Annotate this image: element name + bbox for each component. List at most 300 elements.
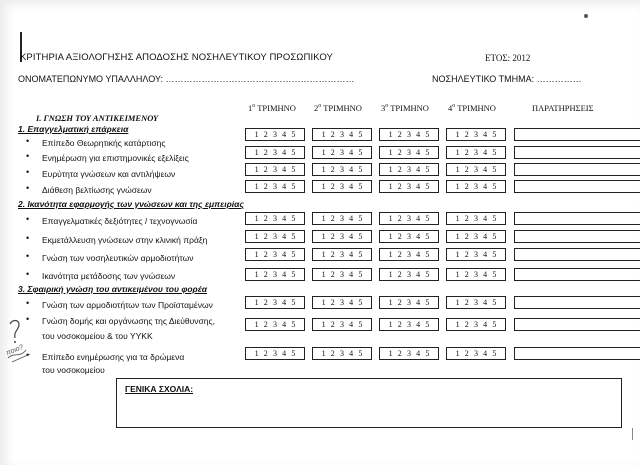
rating-option[interactable]: 3 (339, 214, 344, 223)
rating-option[interactable]: 3 (339, 270, 344, 279)
rating-option[interactable]: 1 (388, 250, 393, 259)
rating-option[interactable]: 4 (282, 148, 287, 157)
rating-option[interactable]: 3 (406, 214, 411, 223)
rating-option[interactable]: 1 (388, 130, 393, 139)
rating-option[interactable]: 3 (272, 232, 277, 241)
rating-option[interactable]: 3 (473, 349, 478, 358)
rating-option[interactable]: 5 (358, 270, 363, 279)
rating-box-row10-q2[interactable] (312, 318, 372, 331)
rating-option[interactable]: 5 (291, 232, 296, 241)
rating-option[interactable]: 1 (321, 232, 326, 241)
rating-option[interactable]: 1 (455, 130, 460, 139)
rating-option[interactable]: 5 (358, 165, 363, 174)
rating-option[interactable]: 1 (254, 165, 259, 174)
rating-option[interactable]: 2 (397, 250, 402, 259)
rating-option[interactable]: 4 (483, 298, 488, 307)
remarks-field-row2[interactable] (514, 146, 640, 159)
rating-option[interactable]: 3 (473, 320, 478, 329)
rating-option[interactable]: 1 (254, 250, 259, 259)
item-3-2: Γνώση δομής και οργάνωσης της Διεύθυνσης, (42, 316, 215, 326)
item-3-1: Γνώση των αρμοδιοτήτων των Προϊσταμένων (42, 300, 213, 310)
rating-box-row8-q2[interactable] (312, 268, 372, 281)
rating-option[interactable]: 1 (388, 349, 393, 358)
rating-option[interactable]: 3 (272, 214, 277, 223)
remarks-field-row4[interactable] (514, 180, 640, 193)
rating-option[interactable]: 5 (358, 349, 363, 358)
rating-option[interactable]: 4 (483, 270, 488, 279)
rating-option[interactable]: 5 (492, 250, 497, 259)
rating-option[interactable]: 3 (339, 349, 344, 358)
rating-option[interactable]: 3 (406, 270, 411, 279)
rating-option[interactable]: 2 (330, 165, 335, 174)
rating-option[interactable]: 4 (483, 250, 488, 259)
rating-option[interactable]: 2 (464, 130, 469, 139)
rating-option[interactable]: 2 (464, 320, 469, 329)
rating-option[interactable]: 5 (492, 130, 497, 139)
rating-box-row11-q1[interactable] (245, 347, 305, 360)
rating-option[interactable]: 1 (455, 320, 460, 329)
rating-option[interactable]: 5 (492, 182, 497, 191)
item-3-3-cont: του νοσοκομείου (42, 365, 105, 375)
rating-option[interactable]: 5 (358, 148, 363, 157)
rating-box-row5-q4[interactable] (446, 212, 506, 225)
rating-option[interactable]: 4 (282, 349, 287, 358)
rating-option[interactable]: 2 (263, 270, 268, 279)
item-1-1: Επίπεδο Θεωρητικής κατάρτισης (42, 138, 166, 148)
rating-option[interactable]: 5 (358, 232, 363, 241)
rating-option[interactable]: 2 (464, 270, 469, 279)
rating-option[interactable]: 5 (358, 250, 363, 259)
rating-option[interactable]: 1 (321, 148, 326, 157)
bullet: • (26, 214, 30, 224)
rating-option[interactable]: 5 (358, 130, 363, 139)
rating-box-row9-q3[interactable] (379, 296, 439, 309)
rating-option[interactable]: 3 (339, 165, 344, 174)
rating-option[interactable]: 3 (272, 130, 277, 139)
rating-option[interactable]: 5 (358, 320, 363, 329)
rating-option[interactable]: 3 (339, 320, 344, 329)
rating-option[interactable]: 2 (263, 182, 268, 191)
rating-box-row3-q1[interactable] (245, 163, 305, 176)
rating-option[interactable]: 2 (263, 214, 268, 223)
rating-option[interactable]: 1 (254, 130, 259, 139)
rating-option[interactable]: 5 (358, 182, 363, 191)
rating-option[interactable]: 3 (473, 182, 478, 191)
rating-option[interactable]: 3 (473, 148, 478, 157)
bullet: • (26, 183, 30, 193)
rating-option[interactable]: 1 (455, 214, 460, 223)
section-1-title: 1. Επαγγελματική επάρκεια (18, 124, 129, 134)
rating-option[interactable]: 3 (406, 320, 411, 329)
rating-option[interactable]: 4 (349, 298, 354, 307)
rating-option[interactable]: 1 (388, 320, 393, 329)
col-remarks: ΠΑΡΑΤΗΡΗΣΕΙΣ (532, 103, 594, 113)
rating-option[interactable]: 4 (416, 165, 421, 174)
rating-box-row10-q4[interactable] (446, 318, 506, 331)
rating-option[interactable]: 2 (397, 298, 402, 307)
rating-option[interactable]: 1 (254, 214, 259, 223)
rating-option[interactable]: 5 (425, 349, 430, 358)
rating-box-row1-q1[interactable] (245, 128, 305, 141)
rating-option[interactable]: 4 (483, 182, 488, 191)
rating-option[interactable]: 4 (416, 130, 421, 139)
rating-box-row4-q2[interactable] (312, 180, 372, 193)
rating-option[interactable]: 2 (397, 130, 402, 139)
rating-option[interactable]: 5 (425, 165, 430, 174)
rating-option[interactable]: 1 (254, 349, 259, 358)
rating-option[interactable]: 3 (272, 250, 277, 259)
col-q4: $4^o$ ΤΡΙΜΗΝΟ (448, 103, 496, 113)
rating-option[interactable]: 2 (263, 349, 268, 358)
remarks-field-row3[interactable] (514, 163, 640, 176)
rating-option[interactable]: 2 (330, 148, 335, 157)
rating-box-row5-q3[interactable] (379, 212, 439, 225)
rating-option[interactable]: 5 (425, 214, 430, 223)
rating-option[interactable]: 2 (397, 232, 402, 241)
rating-option[interactable]: 4 (282, 298, 287, 307)
rating-option[interactable]: 3 (406, 148, 411, 157)
rating-option[interactable]: 3 (272, 148, 277, 157)
rating-option[interactable]: 5 (425, 148, 430, 157)
rating-box-row10-q1[interactable] (245, 318, 305, 331)
rating-option[interactable]: 1 (254, 182, 259, 191)
rating-box-row1-q2[interactable] (312, 128, 372, 141)
rating-option[interactable]: 3 (339, 182, 344, 191)
rating-box-row11-q2[interactable] (312, 347, 372, 360)
rating-option[interactable]: 5 (492, 165, 497, 174)
rating-box-row9-q4[interactable] (446, 296, 506, 309)
rating-option[interactable]: 1 (455, 298, 460, 307)
rating-box-row7-q4[interactable] (446, 248, 506, 261)
rating-option[interactable]: 3 (473, 232, 478, 241)
rating-option[interactable]: 2 (464, 232, 469, 241)
rating-option[interactable]: 1 (321, 214, 326, 223)
rating-option[interactable]: 2 (397, 320, 402, 329)
rating-option[interactable]: 1 (455, 165, 460, 174)
rating-option[interactable]: 1 (321, 320, 326, 329)
rating-option[interactable]: 1 (388, 182, 393, 191)
rating-option[interactable]: 4 (349, 165, 354, 174)
col-q2: $2^o$ ΤΡΙΜΗΝΟ (314, 103, 362, 113)
rating-option[interactable]: 2 (330, 182, 335, 191)
item-2-2: Εκμετάλλευση γνώσεων στην κλινική πράξη (42, 235, 208, 245)
rating-option[interactable]: 5 (291, 130, 296, 139)
rating-option[interactable]: 2 (263, 298, 268, 307)
rating-box-row2-q4[interactable] (446, 146, 506, 159)
rating-option[interactable]: 3 (339, 130, 344, 139)
rating-option[interactable]: 4 (483, 232, 488, 241)
rating-option[interactable]: 3 (272, 182, 277, 191)
rating-option[interactable]: 4 (349, 250, 354, 259)
bullet: • (26, 233, 30, 243)
rating-option[interactable]: 3 (473, 214, 478, 223)
rating-option[interactable]: 2 (330, 298, 335, 307)
rating-box-row4-q3[interactable] (379, 180, 439, 193)
rating-option[interactable]: 1 (455, 270, 460, 279)
rating-option[interactable]: 4 (282, 182, 287, 191)
rating-option[interactable]: 4 (349, 270, 354, 279)
section-3-title: 3. Σφαιρική γνώση του αντικειμένου του φορέα (18, 284, 208, 294)
rating-box-row11-q4[interactable] (446, 347, 506, 360)
rating-option[interactable]: 2 (397, 349, 402, 358)
rating-option[interactable]: 4 (416, 148, 421, 157)
rating-option[interactable]: 4 (282, 270, 287, 279)
rating-option[interactable]: 4 (483, 130, 488, 139)
rating-option[interactable]: 5 (291, 250, 296, 259)
section-main-title: Ι. ΓΝΩΣΗ ΤΟΥ ΑΝΤΙΚΕΙΜΕΝΟΥ (36, 113, 159, 123)
rating-option[interactable]: 5 (291, 298, 296, 307)
rating-option[interactable]: 1 (455, 349, 460, 358)
rating-option[interactable]: 3 (272, 349, 277, 358)
rating-option[interactable]: 1 (321, 130, 326, 139)
rating-box-row4-q1[interactable] (245, 180, 305, 193)
rating-box-row1-q4[interactable] (446, 128, 506, 141)
rating-option[interactable]: 4 (416, 270, 421, 279)
rating-option[interactable]: 3 (272, 298, 277, 307)
bullet: • (26, 251, 30, 261)
rating-option[interactable]: 4 (483, 349, 488, 358)
rating-option[interactable]: 2 (464, 182, 469, 191)
rating-option[interactable]: 2 (464, 349, 469, 358)
rating-option[interactable]: 4 (483, 148, 488, 157)
item-2-4: Ικανότητα μετάδοσης των γνώσεων (42, 271, 176, 281)
rating-option[interactable]: 5 (492, 320, 497, 329)
right-edge-mark (632, 428, 633, 440)
rating-option[interactable]: 1 (388, 214, 393, 223)
rating-box-row3-q3[interactable] (379, 163, 439, 176)
rating-option[interactable]: 1 (388, 165, 393, 174)
rating-option[interactable]: 3 (406, 182, 411, 191)
rating-option[interactable]: 2 (263, 148, 268, 157)
rating-box-row2-q1[interactable] (245, 146, 305, 159)
rating-option[interactable]: 4 (349, 148, 354, 157)
rating-option[interactable]: 4 (416, 298, 421, 307)
rating-option[interactable]: 5 (291, 320, 296, 329)
rating-option[interactable]: 5 (291, 182, 296, 191)
rating-option[interactable]: 3 (272, 165, 277, 174)
rating-box-row4-q4[interactable] (446, 180, 506, 193)
rating-option[interactable]: 2 (330, 130, 335, 139)
rating-option[interactable]: 5 (291, 148, 296, 157)
rating-box-row9-q1[interactable] (245, 296, 305, 309)
rating-option[interactable]: 4 (282, 214, 287, 223)
rating-option[interactable]: 2 (330, 270, 335, 279)
rating-option[interactable]: 3 (272, 320, 277, 329)
rating-option[interactable]: 3 (406, 165, 411, 174)
rating-option[interactable]: 4 (349, 349, 354, 358)
rating-option[interactable]: 1 (455, 232, 460, 241)
rating-option[interactable]: 3 (272, 270, 277, 279)
rating-box-row8-q4[interactable] (446, 268, 506, 281)
rating-option[interactable]: 3 (473, 298, 478, 307)
rating-option[interactable]: 4 (282, 232, 287, 241)
rating-option[interactable]: 4 (282, 320, 287, 329)
rating-box-row7-q1[interactable] (245, 248, 305, 261)
rating-option[interactable]: 5 (492, 232, 497, 241)
rating-option[interactable]: 2 (464, 165, 469, 174)
general-comments-box[interactable] (116, 378, 622, 428)
rating-box-row7-q3[interactable] (379, 248, 439, 261)
rating-box-row2-q2[interactable] (312, 146, 372, 159)
rating-box-row2-q3[interactable] (379, 146, 439, 159)
rating-option[interactable]: 5 (492, 148, 497, 157)
rating-box-row9-q2[interactable] (312, 296, 372, 309)
rating-option[interactable]: 5 (425, 270, 430, 279)
remarks-field-row6[interactable] (514, 230, 640, 243)
rating-option[interactable]: 4 (416, 214, 421, 223)
rating-option[interactable]: 3 (339, 298, 344, 307)
rating-box-row8-q1[interactable] (245, 268, 305, 281)
rating-option[interactable]: 1 (455, 250, 460, 259)
rating-option[interactable]: 4 (349, 232, 354, 241)
rating-box-row3-q4[interactable] (446, 163, 506, 176)
rating-option[interactable]: 2 (263, 130, 268, 139)
rating-option[interactable]: 2 (397, 182, 402, 191)
rating-option[interactable]: 1 (321, 298, 326, 307)
rating-option[interactable]: 2 (263, 232, 268, 241)
rating-option[interactable]: 3 (339, 232, 344, 241)
rating-option[interactable]: 3 (406, 349, 411, 358)
rating-option[interactable]: 4 (416, 182, 421, 191)
rating-option[interactable]: 5 (425, 130, 430, 139)
department-field: ΝΟΣΗΛΕΥΤΙΚΟ ΤΜΗΜΑ: …………… (432, 74, 582, 84)
rating-option[interactable]: 3 (473, 130, 478, 139)
rating-option[interactable]: 1 (321, 182, 326, 191)
rating-option[interactable]: 1 (321, 165, 326, 174)
rating-option[interactable]: 2 (330, 320, 335, 329)
rating-option[interactable]: 5 (425, 182, 430, 191)
rating-option[interactable]: 1 (388, 232, 393, 241)
rating-option[interactable]: 4 (282, 250, 287, 259)
rating-box-row6-q2[interactable] (312, 230, 372, 243)
rating-option[interactable]: 4 (483, 214, 488, 223)
rating-option[interactable]: 1 (388, 270, 393, 279)
rating-option[interactable]: 5 (425, 250, 430, 259)
rating-box-row6-q3[interactable] (379, 230, 439, 243)
rating-option[interactable]: 5 (291, 214, 296, 223)
rating-box-row6-q1[interactable] (245, 230, 305, 243)
rating-option[interactable]: 2 (397, 214, 402, 223)
rating-option[interactable]: 2 (330, 214, 335, 223)
rating-option[interactable]: 4 (416, 349, 421, 358)
form-title: ΚΡΙΤΗΡΙΑ ΑΞΙΟΛΟΓΗΣΗΣ ΑΠΟΔΟΣΗΣ ΝΟΣΗΛΕΥΤΙΚΟΥ ΠΡΟΣΩΠΙΚΟΥ (20, 52, 333, 63)
rating-option[interactable]: 4 (349, 320, 354, 329)
remarks-field-row1[interactable] (514, 128, 640, 141)
bullet: • (26, 350, 30, 360)
rating-option[interactable]: 3 (473, 165, 478, 174)
rating-box-row5-q1[interactable] (245, 212, 305, 225)
rating-option[interactable]: 4 (349, 214, 354, 223)
remarks-field-row11[interactable] (514, 347, 640, 360)
rating-option[interactable]: 2 (397, 148, 402, 157)
rating-option[interactable]: 4 (416, 232, 421, 241)
rating-option[interactable]: 5 (358, 214, 363, 223)
rating-option[interactable]: 1 (455, 182, 460, 191)
remarks-field-row5[interactable] (514, 212, 640, 225)
rating-option[interactable]: 3 (406, 250, 411, 259)
rating-option[interactable]: 4 (282, 165, 287, 174)
rating-box-row11-q3[interactable] (379, 347, 439, 360)
rating-option[interactable]: 1 (254, 320, 259, 329)
rating-option[interactable]: 3 (406, 298, 411, 307)
rating-option[interactable]: 1 (388, 148, 393, 157)
handwritten-note: ποιο? (5, 343, 25, 358)
rating-box-row10-q3[interactable] (379, 318, 439, 331)
rating-option[interactable]: 5 (425, 232, 430, 241)
rating-option[interactable]: 1 (254, 232, 259, 241)
rating-option[interactable]: 1 (254, 270, 259, 279)
rating-option[interactable]: 5 (291, 165, 296, 174)
rating-box-row5-q2[interactable] (312, 212, 372, 225)
rating-box-row1-q3[interactable] (379, 128, 439, 141)
rating-box-row8-q3[interactable] (379, 268, 439, 281)
rating-option[interactable]: 3 (339, 148, 344, 157)
rating-box-row7-q2[interactable] (312, 248, 372, 261)
rating-option[interactable]: 4 (282, 130, 287, 139)
rating-option[interactable]: 2 (330, 349, 335, 358)
rating-option[interactable]: 1 (455, 148, 460, 157)
remarks-field-row9[interactable] (514, 296, 640, 309)
rating-option[interactable]: 3 (473, 270, 478, 279)
rating-box-row6-q4[interactable] (446, 230, 506, 243)
rating-option[interactable]: 5 (492, 270, 497, 279)
rating-option[interactable]: 2 (464, 214, 469, 223)
rating-option[interactable]: 2 (397, 165, 402, 174)
rating-option[interactable]: 1 (321, 250, 326, 259)
rating-option[interactable]: 4 (416, 250, 421, 259)
rating-option[interactable]: 2 (464, 250, 469, 259)
rating-option[interactable]: 1 (388, 298, 393, 307)
rating-option[interactable]: 2 (330, 250, 335, 259)
remarks-field-row8[interactable] (514, 268, 640, 281)
rating-option[interactable]: 1 (254, 148, 259, 157)
rating-option[interactable]: 5 (425, 298, 430, 307)
rating-option[interactable]: 5 (291, 270, 296, 279)
rating-option[interactable]: 5 (492, 298, 497, 307)
rating-option[interactable]: 4 (483, 320, 488, 329)
rating-option[interactable]: 4 (349, 182, 354, 191)
rating-option[interactable]: 4 (483, 165, 488, 174)
rating-option[interactable]: 5 (358, 298, 363, 307)
rating-option[interactable]: 2 (263, 320, 268, 329)
col-q1: $1^o$ ΤΡΙΜΗΝΟ (248, 103, 296, 113)
rating-option[interactable]: 5 (425, 320, 430, 329)
rating-option[interactable]: 5 (291, 349, 296, 358)
rating-option[interactable]: 1 (321, 270, 326, 279)
rating-option[interactable]: 4 (349, 130, 354, 139)
rating-option[interactable]: 2 (330, 232, 335, 241)
rating-option[interactable]: 2 (464, 298, 469, 307)
rating-box-row3-q2[interactable] (312, 163, 372, 176)
rating-option[interactable]: 2 (397, 270, 402, 279)
corner-dot (584, 14, 588, 18)
rating-option[interactable]: 3 (406, 130, 411, 139)
rating-option[interactable]: 2 (464, 148, 469, 157)
rating-option[interactable]: 5 (492, 214, 497, 223)
rating-option[interactable]: 2 (263, 250, 268, 259)
rating-option[interactable]: 1 (254, 298, 259, 307)
rating-option[interactable]: 1 (321, 349, 326, 358)
rating-option[interactable]: 5 (492, 349, 497, 358)
rating-option[interactable]: 3 (406, 232, 411, 241)
rating-option[interactable]: 2 (263, 165, 268, 174)
remarks-field-row10[interactable] (514, 318, 640, 331)
rating-option[interactable]: 3 (339, 250, 344, 259)
rating-option[interactable]: 4 (416, 320, 421, 329)
remarks-field-row7[interactable] (514, 248, 640, 261)
item-2-1: Επαγγελματικές δεξιότητες / τεχνογνωσία (42, 216, 198, 226)
rating-option[interactable]: 3 (473, 250, 478, 259)
